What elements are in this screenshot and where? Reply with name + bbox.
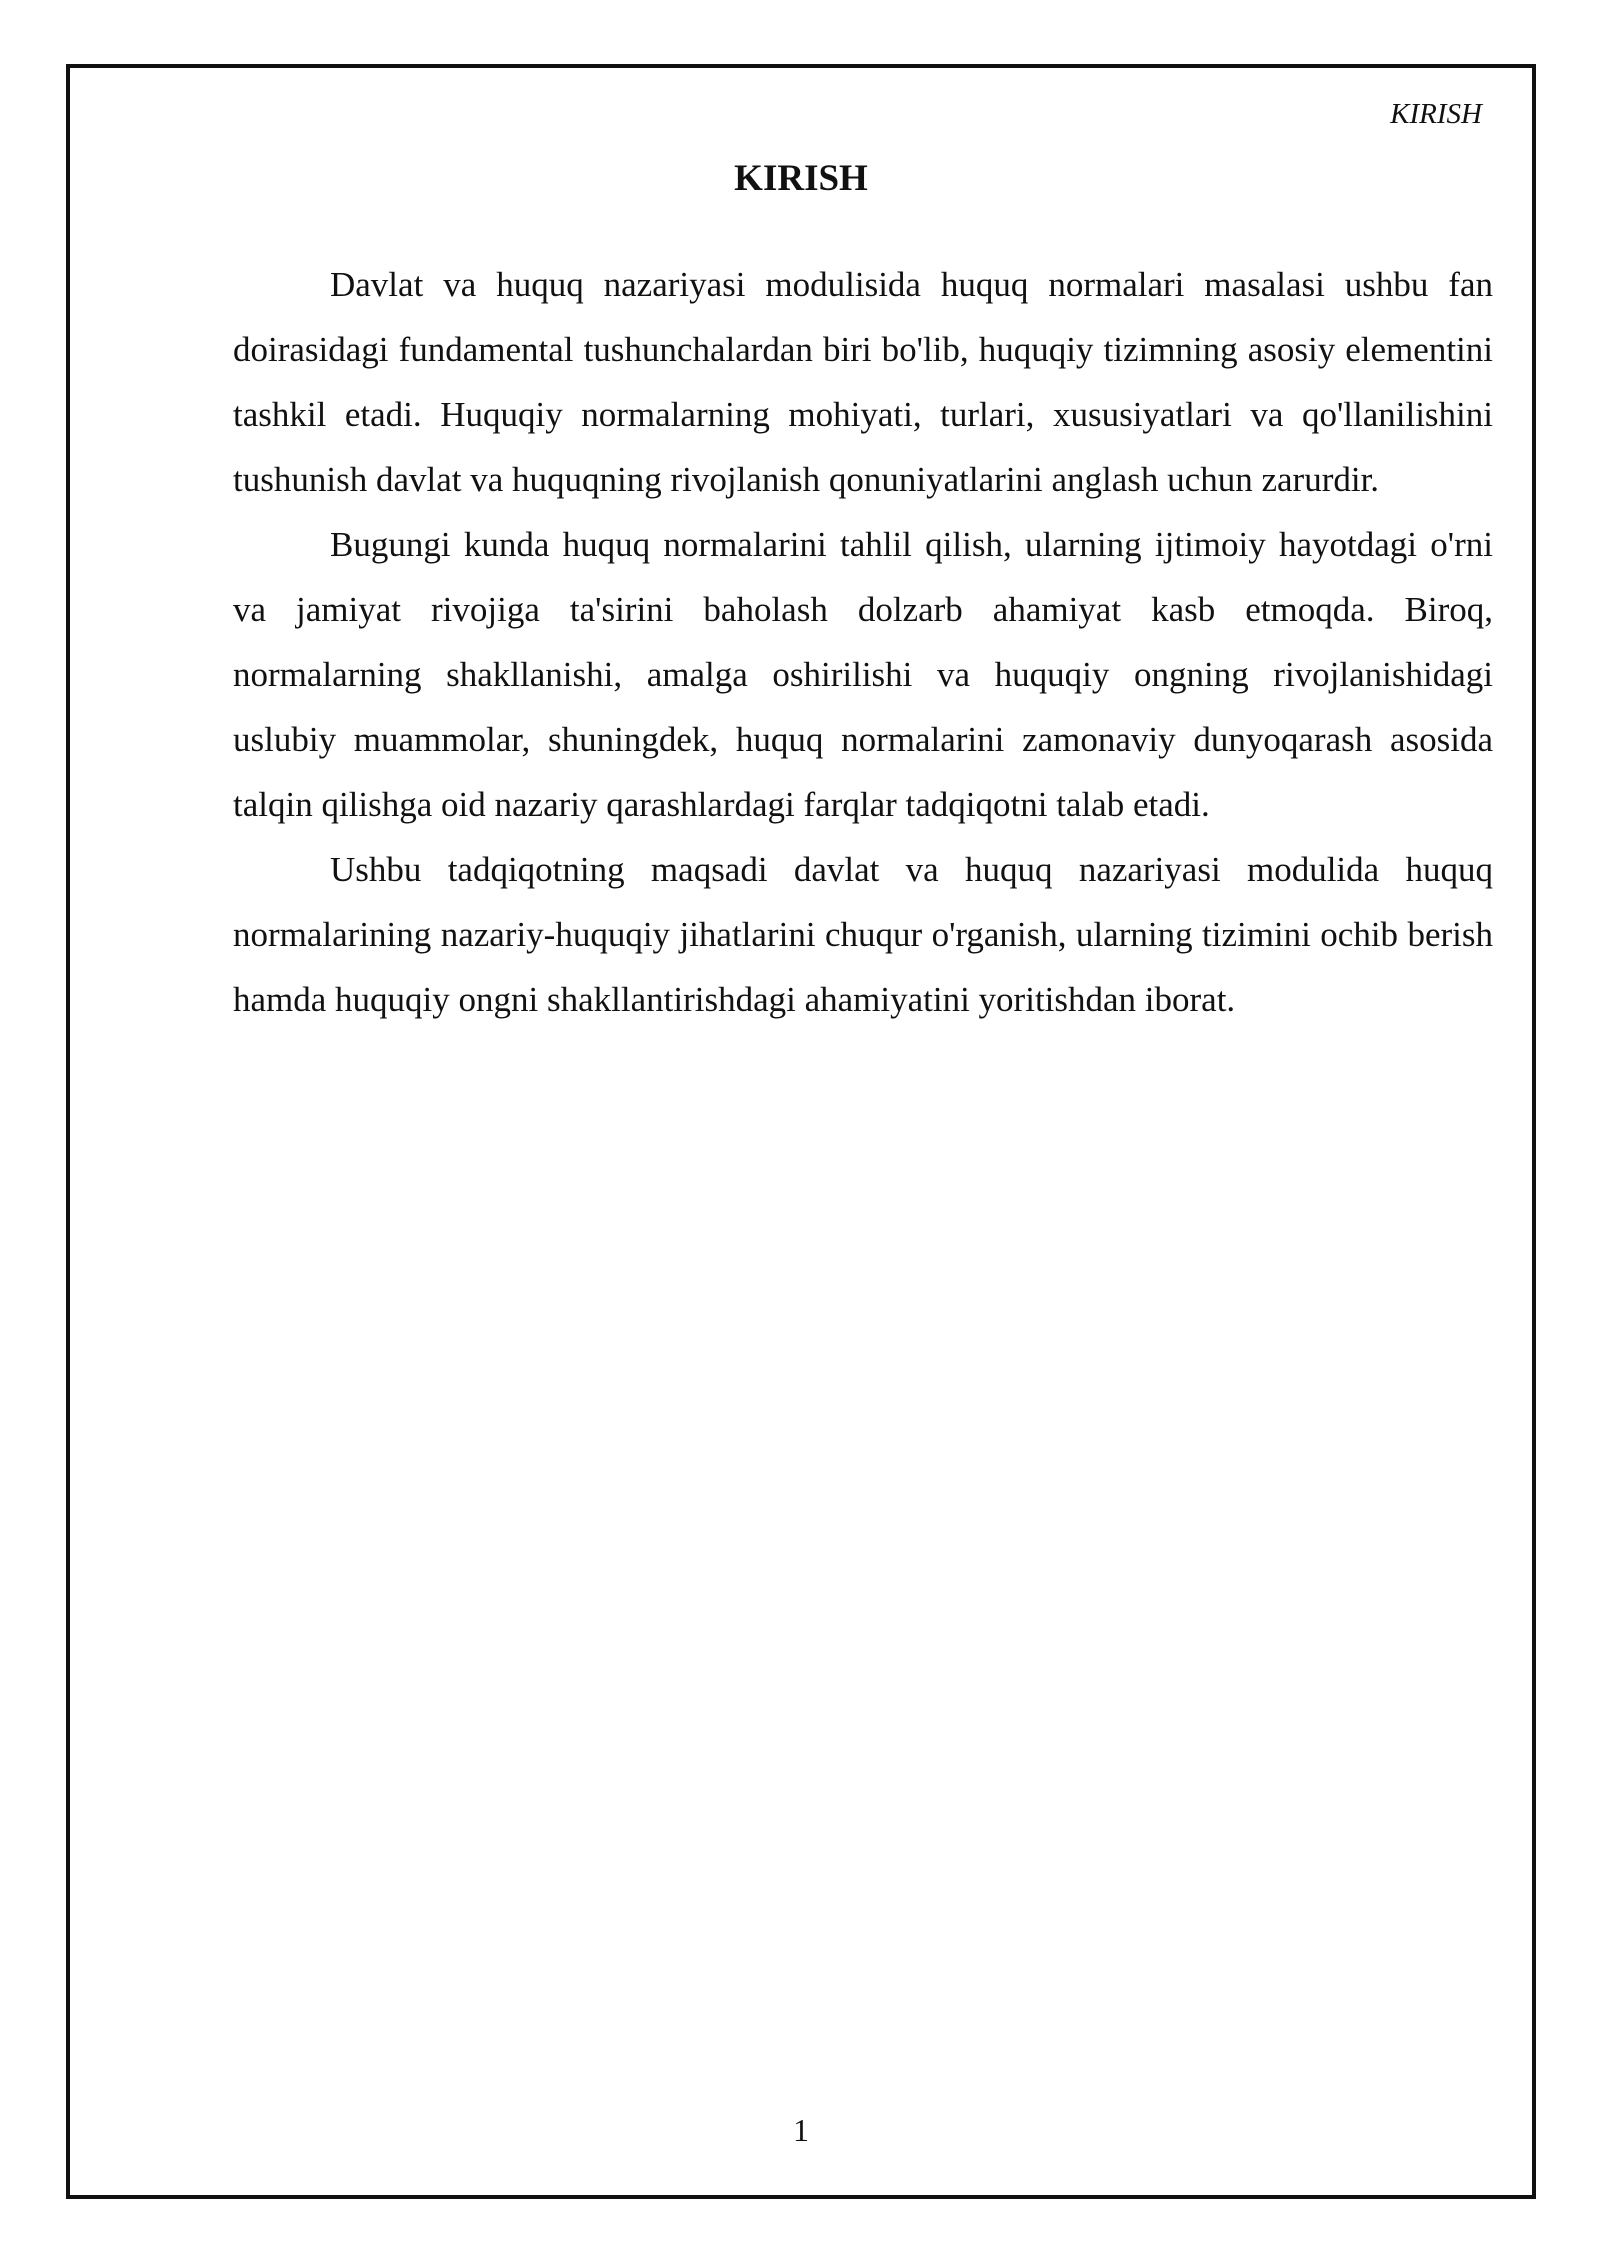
page-title: KIRISH xyxy=(734,158,868,199)
running-header: KIRISH xyxy=(1390,98,1482,130)
paragraph-1: Davlat va huquq nazariyasi modulisida huquq normalari masalasi ushbu fan doirasidagi fundamental tushunchalardan biri bo'lib, huquqiy tizimning asosiy elementini tashkil etadi. Huquqiy normalarning mohiyati, turlari, xususiyatlari va qo'llanilishini tushunish davlat va huquqning rivojlanish qonuniyatlarini anglash uchun zarurdir. xyxy=(233,265,1493,499)
page-frame xyxy=(66,64,1536,2199)
body-text xyxy=(233,252,1493,1032)
paragraph-2: Bugungi kunda huquq normalarini tahlil qilish, ularning ijtimoiy hayotdagi o'rni va jamiyat rivojiga ta'sirini baholash dolzarb ahamiyat kasb etmoqda. Biroq, normalarning shakllanishi, amalga oshirilishi va huquqiy ongning rivojlanishidagi uslubiy muammolar, shuningdek, huquq normalarini zamonaviy dunyoqarash asosida talqin qilishga oid nazariy qarashlardagi farqlar tadqiqotni talab etadi. xyxy=(233,525,1493,824)
paragraph-3: Ushbu tadqiqotning maqsadi davlat va huquq nazariyasi modulida huquq normalarining nazariy-huquqiy jihatlarini chuqur o'rganish, ularning tizimini ochib berish hamda huquqiy ongni shakllantirishdagi ahamiyatini yoritishdan iborat. xyxy=(233,850,1493,1019)
page-number: 1 xyxy=(793,2112,809,2148)
